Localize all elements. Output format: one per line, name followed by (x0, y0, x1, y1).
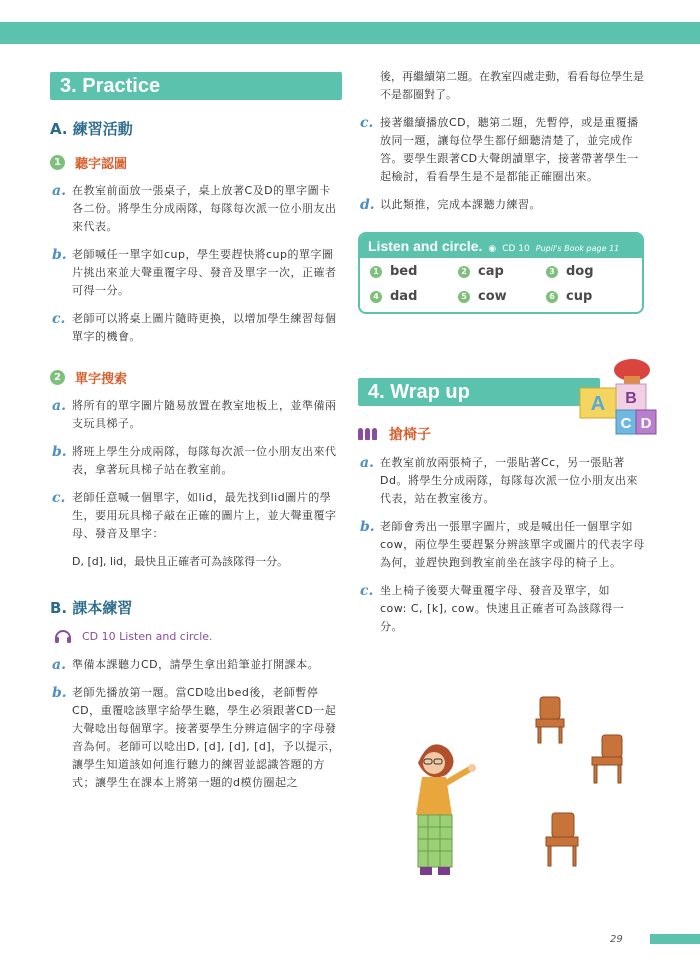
item-marker: c. (52, 490, 66, 506)
block-letter-a: A (590, 393, 606, 415)
continuation-text: 後，再繼續第二題。在教室四處走動，看看每位學生是不是都圈對了。 (380, 70, 644, 101)
partB-item-b (50, 684, 342, 792)
partB-item-a (50, 656, 342, 674)
cd-icon: ◉ (488, 244, 497, 254)
item-text: 老師喊任一單字如cup，學生要趕快將cup的單字圖片挑出來並大聲重覆字母、發音及單字一次，正確者可得一分。 (72, 248, 337, 297)
item-marker: c. (360, 115, 374, 131)
word-item (458, 289, 546, 304)
item-text: 坐上椅子後要大聲重覆字母、發音及單字，如cow: C, [k], cow。快速且正確者可為該隊得一分。 (380, 584, 625, 633)
page-number: 29 (610, 934, 623, 945)
item-marker: b. (52, 444, 67, 460)
activity2-number: 2 (50, 370, 65, 385)
item-text: 將所有的單字圖片隨易放置在教室地板上，並準備兩支玩具梯子。 (72, 399, 337, 430)
activity2-title: 單字搜索 (75, 372, 128, 387)
listen-and-circle-box (358, 232, 644, 314)
heading-part-b: B. 課本練習 (50, 599, 133, 617)
item-marker: c. (360, 583, 374, 599)
game-title: 搶椅子 (389, 427, 431, 443)
item-marker: a. (52, 657, 66, 673)
headphones-icon (54, 628, 72, 644)
word-number: 4 (370, 291, 382, 303)
activity1-item-a (50, 182, 342, 236)
item-text: 老師可以將桌上圖片隨時更換，以增加學生練習每個單字的機會。 (72, 312, 337, 343)
item-text: 老師先播放第一題。當CD唸出bed後，老師暫停CD，重覆唸該單字給學生聽，學生必須跟著CD一起大聲唸出每個單字。接著要學生分辨這個字的字母發音為何。老師可以唸出D, [d], [d], [d]，予以提示，讓學生知道該如何進行聽力的練習並認識答題的方式；讓學生在課本上將第一題的d模仿圈起之 (72, 686, 341, 789)
item-text: 接著繼續播放CD，聽第二題，先暫停，或是重覆播放同一題，讓每位學生都仔細聽清楚了，並完成作答。要學生跟著CD大聲朗讀單字，接著帶著學生一起檢討，看看學生是不是都能正確圈出來。 (380, 116, 639, 183)
item-marker: b. (360, 519, 375, 535)
block-letter-c: C (620, 415, 632, 432)
right-item-d (358, 196, 648, 214)
wrap-item-c (358, 582, 636, 636)
word-number: 1 (370, 266, 382, 278)
item-marker: a. (360, 455, 374, 471)
activity2-item-a (50, 397, 342, 433)
item-text: 老師任意喊一個單字，如lid，最先找到lid圖片的學生，要用玩具梯子敲在正確的圖片上，並大聲重覆字母、發音及單字： (72, 491, 337, 540)
word-number: 3 (546, 266, 558, 278)
block-letter-b: B (625, 390, 637, 407)
item-marker: d. (360, 197, 375, 213)
word-item (546, 289, 634, 304)
item-marker: b. (52, 685, 67, 701)
wrap-item-b (358, 518, 648, 572)
item-text: 將班上學生分成兩隊，每隊每次派一位小朋友出來代表，拿著玩具梯子站在教室前。 (72, 445, 337, 476)
listen-box-ref: Pupil's Book page 11 (535, 244, 620, 253)
left-column (50, 72, 342, 802)
section-title-wrap-up: 4. Wrap up (358, 378, 600, 406)
activity1-title: 聽字認圖 (75, 157, 128, 172)
word-text: cup (566, 289, 593, 304)
item-text: 老師會秀出一張單字圖片，或是喊出任一個單字如cow，兩位學生要趕緊分辨該單字或圖片的代表字母為何，並趕快跑到教室前坐在該字母的椅子上。 (380, 520, 645, 569)
wrap-item-a (358, 454, 648, 508)
people-icon (358, 428, 377, 440)
item-marker: b. (52, 247, 67, 263)
word-item (546, 264, 634, 279)
chairs-illustration (530, 695, 650, 875)
header-band (0, 22, 700, 44)
word-item (370, 289, 458, 304)
item-marker: a. (52, 183, 66, 199)
word-text: dad (390, 289, 418, 304)
footer-band (650, 934, 700, 944)
word-number: 6 (546, 291, 558, 303)
teacher-illustration (408, 735, 488, 885)
item-marker: a. (52, 398, 66, 414)
word-text: cap (478, 264, 504, 279)
listen-box-header (360, 234, 642, 258)
right-column (358, 68, 648, 646)
top-margin (0, 0, 700, 22)
word-number: 2 (458, 266, 470, 278)
right-item-c (358, 114, 648, 186)
block-letter-d: D (640, 415, 652, 432)
cd-instruction (54, 628, 342, 644)
activity2-heading (50, 368, 342, 387)
item-text: 準備本課聽力CD，請學生拿出鉛筆並打開課本。 (72, 658, 320, 671)
activity2-item-b (50, 443, 342, 479)
item-text: 以此類推，完成本課聽力練習。 (380, 198, 541, 211)
activity2-extra: D, [d], lid，最快且正確者可為該隊得一分。 (72, 555, 289, 568)
item-text: 在教室前面放一張桌子，桌上放著C及D的單字圖卡各二份。將學生分成兩隊，每隊每次派一位小朋友出來代表。 (72, 184, 337, 233)
cd-label: CD 10 Listen and circle. (82, 629, 213, 643)
activity2-item-c (50, 489, 342, 543)
item-marker: c. (52, 311, 66, 327)
activity1-item-b (50, 246, 342, 300)
abc-blocks-illustration (572, 358, 658, 438)
item-text: 在教室前放兩張椅子，一張貼著Cc，另一張貼著Dd。將學生分成兩隊，每隊每次派一位小朋友出來代表，站在教室後方。 (380, 456, 638, 505)
word-text: bed (390, 264, 418, 279)
word-number: 5 (458, 291, 470, 303)
word-text: dog (566, 264, 594, 279)
activity1-number: 1 (50, 155, 65, 170)
word-item (458, 264, 546, 279)
listen-box-cd: CD 10 (502, 244, 530, 254)
section-title-practice: 3. Practice (50, 72, 342, 100)
activity1-heading (50, 153, 342, 172)
word-grid (360, 258, 642, 312)
heading-part-a: A. 練習活動 (50, 120, 133, 138)
word-item (370, 264, 458, 279)
activity1-item-c (50, 310, 342, 346)
word-text: cow (478, 289, 507, 304)
listen-box-title: Listen and circle. (368, 238, 483, 254)
